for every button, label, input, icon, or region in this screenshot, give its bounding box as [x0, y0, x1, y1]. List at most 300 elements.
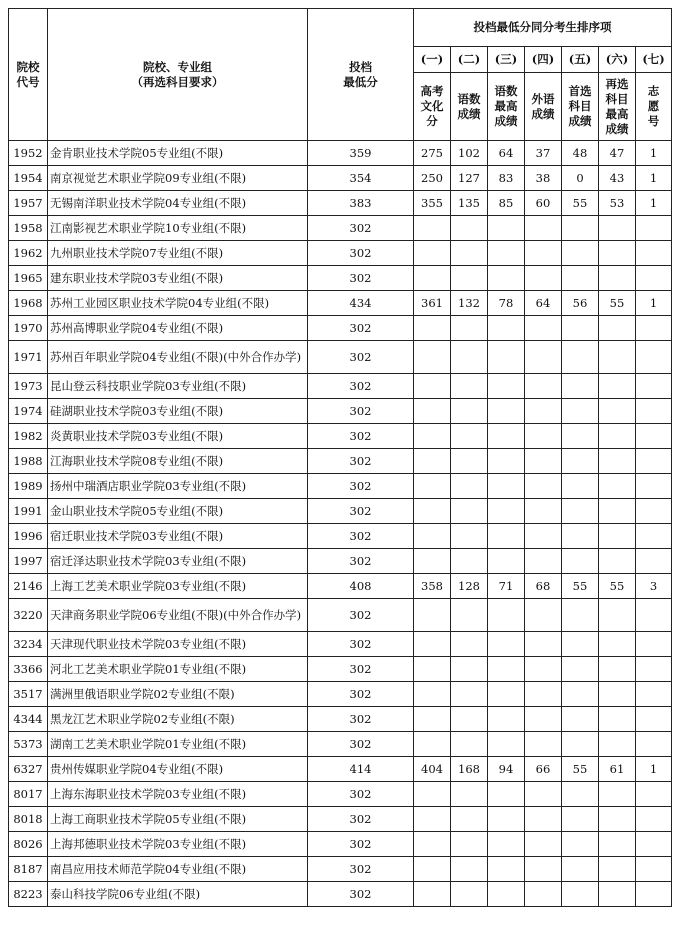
header-tie-label-2: [451, 73, 488, 141]
header-tie-label-7: [636, 73, 672, 141]
tie-value-cell-3: [488, 549, 525, 574]
school-group-cell: 上海工艺美术职业学院03专业组(不限): [48, 574, 308, 599]
school-group-cell: 上海邦德职业技术学院03专业组(不限): [48, 832, 308, 857]
tie-value-cell-1: 250: [414, 166, 451, 191]
tie-value-cell-4: [525, 341, 562, 374]
tie-value-cell-3: [488, 266, 525, 291]
tie-value-cell-5: 56: [562, 291, 599, 316]
tie-value-cell-3: [488, 449, 525, 474]
school-group-cell: 江南影视艺术职业学院10专业组(不限): [48, 216, 308, 241]
tie-value-cell-5: [562, 449, 599, 474]
school-group-cell: 金山职业技术学院05专业组(不限): [48, 499, 308, 524]
tie-value-cell-5: [562, 832, 599, 857]
tie-value-cell-3: [488, 707, 525, 732]
table-row: [9, 341, 672, 374]
header-tie-label-line: 成绩: [568, 114, 592, 128]
tie-value-cell-7: [636, 857, 672, 882]
tie-value-cell-5: [562, 341, 599, 374]
min-score-cell: 302: [308, 832, 414, 857]
tie-value-cell-1: 358: [414, 574, 451, 599]
tie-value-cell-6: [599, 707, 636, 732]
min-score-cell: 302: [308, 316, 414, 341]
tie-value-cell-3: [488, 682, 525, 707]
tie-value-cell-7: [636, 599, 672, 632]
tie-value-cell-1: [414, 241, 451, 266]
school-code-cell: 1974: [9, 399, 48, 424]
tie-value-cell-4: [525, 374, 562, 399]
tie-value-cell-4: [525, 782, 562, 807]
school-code-cell: 3366: [9, 657, 48, 682]
school-group-cell: 湖南工艺美术职业学院01专业组(不限): [48, 732, 308, 757]
tie-value-cell-3: [488, 399, 525, 424]
table-row: [9, 316, 672, 341]
tie-value-cell-1: [414, 807, 451, 832]
tie-value-cell-6: [599, 341, 636, 374]
tie-value-cell-3: [488, 857, 525, 882]
tie-value-cell-7: [636, 474, 672, 499]
tie-value-cell-6: [599, 549, 636, 574]
header-tie-label-line: 外语: [531, 91, 555, 106]
school-code-cell: 3220: [9, 599, 48, 632]
tie-value-cell-5: [562, 524, 599, 549]
tie-value-cell-6: [599, 499, 636, 524]
tie-value-cell-2: 168: [451, 757, 488, 782]
school-code-cell: 1970: [9, 316, 48, 341]
tie-value-cell-2: [451, 499, 488, 524]
tie-value-cell-5: [562, 549, 599, 574]
tie-value-cell-1: [414, 424, 451, 449]
header-tie-label-line: 分: [426, 114, 438, 128]
school-group-cell: 苏州高博职业学院04专业组(不限): [48, 316, 308, 341]
tie-value-cell-3: 85: [488, 191, 525, 216]
tie-value-cell-6: [599, 399, 636, 424]
tie-value-cell-6: [599, 632, 636, 657]
tie-value-cell-5: [562, 782, 599, 807]
tie-value-cell-6: [599, 241, 636, 266]
tie-value-cell-1: [414, 341, 451, 374]
tie-value-cell-2: [451, 632, 488, 657]
tie-value-cell-6: [599, 316, 636, 341]
tie-value-cell-7: [636, 216, 672, 241]
header-tie-label-line: 文化: [420, 99, 444, 113]
tie-value-cell-2: [451, 832, 488, 857]
table-row: [9, 449, 672, 474]
tie-value-cell-4: [525, 549, 562, 574]
school-code-cell: 2146: [9, 574, 48, 599]
tie-value-cell-3: [488, 424, 525, 449]
tie-value-cell-4: 66: [525, 757, 562, 782]
school-group-cell: 昆山登云科技职业学院03专业组(不限): [48, 374, 308, 399]
school-code-cell: 1973: [9, 374, 48, 399]
tie-value-cell-1: [414, 374, 451, 399]
tie-value-cell-1: 275: [414, 141, 451, 166]
school-group-cell: 苏州百年职业学院04专业组(不限)(中外合作办学): [48, 341, 308, 374]
school-group-cell: 天津现代职业技术学院03专业组(不限): [48, 632, 308, 657]
tie-value-cell-7: [636, 632, 672, 657]
table-row: [9, 549, 672, 574]
tie-value-cell-5: [562, 399, 599, 424]
tie-value-cell-6: [599, 807, 636, 832]
header-tie-label-line: 首选: [568, 84, 592, 98]
header-school-group: [48, 9, 308, 141]
table-row: [9, 191, 672, 216]
header-tie-label-line: 语数: [457, 91, 481, 106]
min-score-cell: 302: [308, 599, 414, 632]
tie-value-cell-7: 1: [636, 191, 672, 216]
tie-value-cell-1: [414, 657, 451, 682]
table-row: [9, 574, 672, 599]
header-tie-break-title: 投档最低分同分考生排序项: [414, 9, 672, 47]
tie-value-cell-6: [599, 424, 636, 449]
tie-value-cell-1: [414, 449, 451, 474]
header-name-line2: （再选科目要求）: [131, 74, 224, 89]
tie-value-cell-6: [599, 657, 636, 682]
tie-value-cell-2: [451, 857, 488, 882]
tie-value-cell-4: 37: [525, 141, 562, 166]
tie-value-cell-2: [451, 374, 488, 399]
min-score-cell: 302: [308, 449, 414, 474]
tie-value-cell-4: [525, 216, 562, 241]
tie-value-cell-7: [636, 707, 672, 732]
tie-value-cell-5: [562, 732, 599, 757]
tie-value-cell-2: [451, 424, 488, 449]
min-score-cell: 302: [308, 657, 414, 682]
tie-value-cell-4: [525, 241, 562, 266]
tie-value-cell-2: [451, 241, 488, 266]
tie-value-cell-7: [636, 424, 672, 449]
tie-value-cell-5: 55: [562, 757, 599, 782]
tie-value-cell-1: 355: [414, 191, 451, 216]
tie-value-cell-4: [525, 632, 562, 657]
school-group-cell: 河北工艺美术职业学院01专业组(不限): [48, 657, 308, 682]
tie-value-cell-7: 1: [636, 291, 672, 316]
school-group-cell: 天津商务职业学院06专业组(不限)(中外合作办学): [48, 599, 308, 632]
header-tie-label-line: 愿: [647, 99, 660, 113]
header-tie-number-3: (三): [488, 47, 525, 73]
tie-value-cell-6: [599, 682, 636, 707]
tie-value-cell-7: [636, 549, 672, 574]
min-score-cell: 408: [308, 574, 414, 599]
header-tie-label-1: [414, 73, 451, 141]
tie-value-cell-6: [599, 732, 636, 757]
tie-value-cell-6: 53: [599, 191, 636, 216]
tie-value-cell-3: [488, 657, 525, 682]
tie-value-cell-4: [525, 599, 562, 632]
tie-value-cell-2: [451, 549, 488, 574]
header-tie-number-5: (五): [562, 47, 599, 73]
min-score-cell: 302: [308, 524, 414, 549]
table-row: [9, 657, 672, 682]
tie-value-cell-6: [599, 474, 636, 499]
header-tie-number-6: (六): [599, 47, 636, 73]
header-tie-label-line: 再选: [605, 76, 629, 91]
table-row: [9, 682, 672, 707]
school-group-cell: 建东职业技术学院03专业组(不限): [48, 266, 308, 291]
tie-value-cell-1: [414, 832, 451, 857]
school-group-cell: 贵州传媒职业学院04专业组(不限): [48, 757, 308, 782]
tie-value-cell-1: [414, 524, 451, 549]
header-tie-label-line: 科目: [568, 99, 592, 113]
school-code-cell: 8223: [9, 882, 48, 907]
tie-value-cell-7: [636, 241, 672, 266]
school-code-cell: 1962: [9, 241, 48, 266]
tie-value-cell-5: [562, 882, 599, 907]
tie-value-cell-1: [414, 732, 451, 757]
school-group-cell: 泰山科技学院06专业组(不限): [48, 882, 308, 907]
tie-value-cell-3: [488, 632, 525, 657]
header-tie-label-line: 科目: [605, 91, 629, 106]
tie-value-cell-1: [414, 399, 451, 424]
header-tie-label-6: [599, 73, 636, 141]
tie-value-cell-3: [488, 832, 525, 857]
min-score-cell: 302: [308, 782, 414, 807]
school-code-cell: 1997: [9, 549, 48, 574]
school-group-cell: 金肯职业技术学院05专业组(不限): [48, 141, 308, 166]
min-score-cell: 302: [308, 807, 414, 832]
tie-value-cell-7: [636, 782, 672, 807]
school-code-cell: 5373: [9, 732, 48, 757]
school-code-cell: 8017: [9, 782, 48, 807]
tie-value-cell-7: [636, 399, 672, 424]
tie-value-cell-6: [599, 266, 636, 291]
table-row: [9, 216, 672, 241]
header-tie-label-line: 最高: [494, 99, 518, 113]
tie-value-cell-7: 1: [636, 166, 672, 191]
tie-value-cell-3: 64: [488, 141, 525, 166]
school-code-cell: 3234: [9, 632, 48, 657]
school-group-cell: 上海东海职业技术学院03专业组(不限): [48, 782, 308, 807]
school-code-cell: 4344: [9, 707, 48, 732]
table-row: [9, 474, 672, 499]
min-score-cell: 302: [308, 682, 414, 707]
tie-value-cell-2: [451, 882, 488, 907]
tie-value-cell-6: [599, 599, 636, 632]
table-row: [9, 166, 672, 191]
tie-value-cell-2: [451, 316, 488, 341]
school-code-cell: 8018: [9, 807, 48, 832]
tie-value-cell-1: [414, 499, 451, 524]
header-school-code: [9, 9, 48, 141]
tie-value-cell-6: [599, 524, 636, 549]
tie-value-cell-7: 1: [636, 141, 672, 166]
tie-value-cell-3: [488, 524, 525, 549]
tie-value-cell-5: [562, 266, 599, 291]
table-row: [9, 782, 672, 807]
tie-value-cell-5: [562, 424, 599, 449]
tie-value-cell-2: [451, 449, 488, 474]
tie-value-cell-3: 94: [488, 757, 525, 782]
tie-value-cell-3: 83: [488, 166, 525, 191]
tie-value-cell-4: [525, 682, 562, 707]
tie-value-cell-2: [451, 807, 488, 832]
header-tie-label-5: [562, 73, 599, 141]
tie-value-cell-4: [525, 732, 562, 757]
header-tie-label-line: 志: [647, 84, 660, 98]
school-group-cell: 南昌应用技术师范学院04专业组(不限): [48, 857, 308, 882]
table-header: [9, 9, 672, 141]
tie-value-cell-2: [451, 657, 488, 682]
tie-value-cell-2: [451, 682, 488, 707]
tie-value-cell-2: [451, 399, 488, 424]
tie-value-cell-5: 0: [562, 166, 599, 191]
tie-value-cell-4: [525, 449, 562, 474]
min-score-cell: 302: [308, 399, 414, 424]
tie-value-cell-5: [562, 857, 599, 882]
tie-value-cell-6: [599, 832, 636, 857]
tie-value-cell-5: [562, 216, 599, 241]
tie-value-cell-5: [562, 474, 599, 499]
school-code-cell: 1952: [9, 141, 48, 166]
min-score-cell: 302: [308, 549, 414, 574]
school-code-cell: 1968: [9, 291, 48, 316]
header-tie-label-line: 最高: [605, 106, 629, 121]
tie-value-cell-5: [562, 707, 599, 732]
tie-value-cell-4: [525, 524, 562, 549]
tie-value-cell-1: [414, 549, 451, 574]
tie-value-cell-4: 64: [525, 291, 562, 316]
table-row: [9, 857, 672, 882]
tie-value-cell-4: [525, 657, 562, 682]
tie-value-cell-1: [414, 632, 451, 657]
header-tie-label-line: 语数: [494, 84, 518, 98]
tie-value-cell-3: [488, 599, 525, 632]
tie-value-cell-2: 132: [451, 291, 488, 316]
school-code-cell: 1954: [9, 166, 48, 191]
header-tie-number-4: (四): [525, 47, 562, 73]
table-body: [9, 141, 672, 907]
min-score-cell: 302: [308, 374, 414, 399]
school-group-cell: 无锡南洋职业技术学院04专业组(不限): [48, 191, 308, 216]
tie-value-cell-3: [488, 241, 525, 266]
tie-value-cell-6: 61: [599, 757, 636, 782]
header-min-line1: 投档: [349, 59, 372, 74]
min-score-cell: 302: [308, 216, 414, 241]
tie-value-cell-1: [414, 882, 451, 907]
school-code-cell: 1971: [9, 341, 48, 374]
tie-value-cell-7: 3: [636, 574, 672, 599]
tie-value-cell-2: 135: [451, 191, 488, 216]
school-code-cell: 8026: [9, 832, 48, 857]
tie-value-cell-2: [451, 474, 488, 499]
table-row: [9, 266, 672, 291]
table-row: [9, 399, 672, 424]
header-code-line1: 院校: [16, 59, 40, 74]
tie-value-cell-2: 128: [451, 574, 488, 599]
school-group-cell: 苏州工业园区职业技术学院04专业组(不限): [48, 291, 308, 316]
tie-value-cell-2: 102: [451, 141, 488, 166]
school-code-cell: 8187: [9, 857, 48, 882]
school-group-cell: 江海职业技术学院08专业组(不限): [48, 449, 308, 474]
tie-value-cell-6: 47: [599, 141, 636, 166]
header-tie-number-7: (七): [636, 47, 672, 73]
admission-score-table: [8, 8, 672, 907]
tie-value-cell-5: 55: [562, 191, 599, 216]
table-row: [9, 707, 672, 732]
school-code-cell: 3517: [9, 682, 48, 707]
tie-value-cell-7: [636, 732, 672, 757]
header-min-line2: 最低分: [343, 74, 378, 89]
min-score-cell: 359: [308, 141, 414, 166]
header-name-line1: 院校、专业组: [143, 59, 212, 74]
tie-value-cell-2: [451, 266, 488, 291]
school-group-cell: 上海工商职业技术学院05专业组(不限): [48, 807, 308, 832]
min-score-cell: 302: [308, 707, 414, 732]
tie-value-cell-1: [414, 216, 451, 241]
min-score-cell: 354: [308, 166, 414, 191]
tie-value-cell-7: [636, 374, 672, 399]
tie-value-cell-6: 43: [599, 166, 636, 191]
header-tie-label-3: [488, 73, 525, 141]
tie-value-cell-7: [636, 882, 672, 907]
tie-value-cell-5: [562, 374, 599, 399]
school-group-cell: 炎黄职业技术学院03专业组(不限): [48, 424, 308, 449]
table-row: [9, 499, 672, 524]
tie-value-cell-4: [525, 807, 562, 832]
school-code-cell: 1957: [9, 191, 48, 216]
tie-value-cell-1: [414, 316, 451, 341]
tie-value-cell-7: [636, 499, 672, 524]
table-row: [9, 757, 672, 782]
tie-value-cell-6: [599, 374, 636, 399]
table-row: [9, 732, 672, 757]
admission-table-container: [8, 8, 672, 907]
school-code-cell: 1982: [9, 424, 48, 449]
tie-value-cell-4: [525, 399, 562, 424]
tie-value-cell-1: 361: [414, 291, 451, 316]
min-score-cell: 302: [308, 632, 414, 657]
header-tie-label-4: [525, 73, 562, 141]
tie-value-cell-2: [451, 707, 488, 732]
table-row: [9, 524, 672, 549]
header-code-line2: 代号: [16, 74, 40, 89]
school-code-cell: 1958: [9, 216, 48, 241]
tie-value-cell-3: [488, 732, 525, 757]
tie-value-cell-4: 68: [525, 574, 562, 599]
min-score-cell: 302: [308, 424, 414, 449]
school-code-cell: 1989: [9, 474, 48, 499]
min-score-cell: 302: [308, 732, 414, 757]
tie-value-cell-7: [636, 341, 672, 374]
min-score-cell: 302: [308, 882, 414, 907]
tie-value-cell-3: [488, 374, 525, 399]
tie-value-cell-4: [525, 857, 562, 882]
table-row: [9, 632, 672, 657]
tie-value-cell-1: [414, 266, 451, 291]
tie-value-cell-5: [562, 682, 599, 707]
table-row: [9, 882, 672, 907]
school-group-cell: 扬州中瑞酒店职业学院03专业组(不限): [48, 474, 308, 499]
school-code-cell: 1991: [9, 499, 48, 524]
header-tie-label-line: 号: [647, 114, 660, 128]
tie-value-cell-6: [599, 882, 636, 907]
tie-value-cell-3: 71: [488, 574, 525, 599]
tie-value-cell-2: [451, 732, 488, 757]
table-row: [9, 599, 672, 632]
tie-value-cell-5: 55: [562, 574, 599, 599]
school-code-cell: 1996: [9, 524, 48, 549]
school-group-cell: 黑龙江艺术职业学院02专业组(不限): [48, 707, 308, 732]
min-score-cell: 434: [308, 291, 414, 316]
tie-value-cell-1: [414, 857, 451, 882]
tie-value-cell-7: [636, 807, 672, 832]
school-code-cell: 6327: [9, 757, 48, 782]
header-tie-label-line: 高考: [420, 84, 444, 98]
tie-value-cell-2: [451, 599, 488, 632]
table-row: [9, 374, 672, 399]
tie-value-cell-5: [562, 599, 599, 632]
min-score-cell: 383: [308, 191, 414, 216]
min-score-cell: 414: [308, 757, 414, 782]
